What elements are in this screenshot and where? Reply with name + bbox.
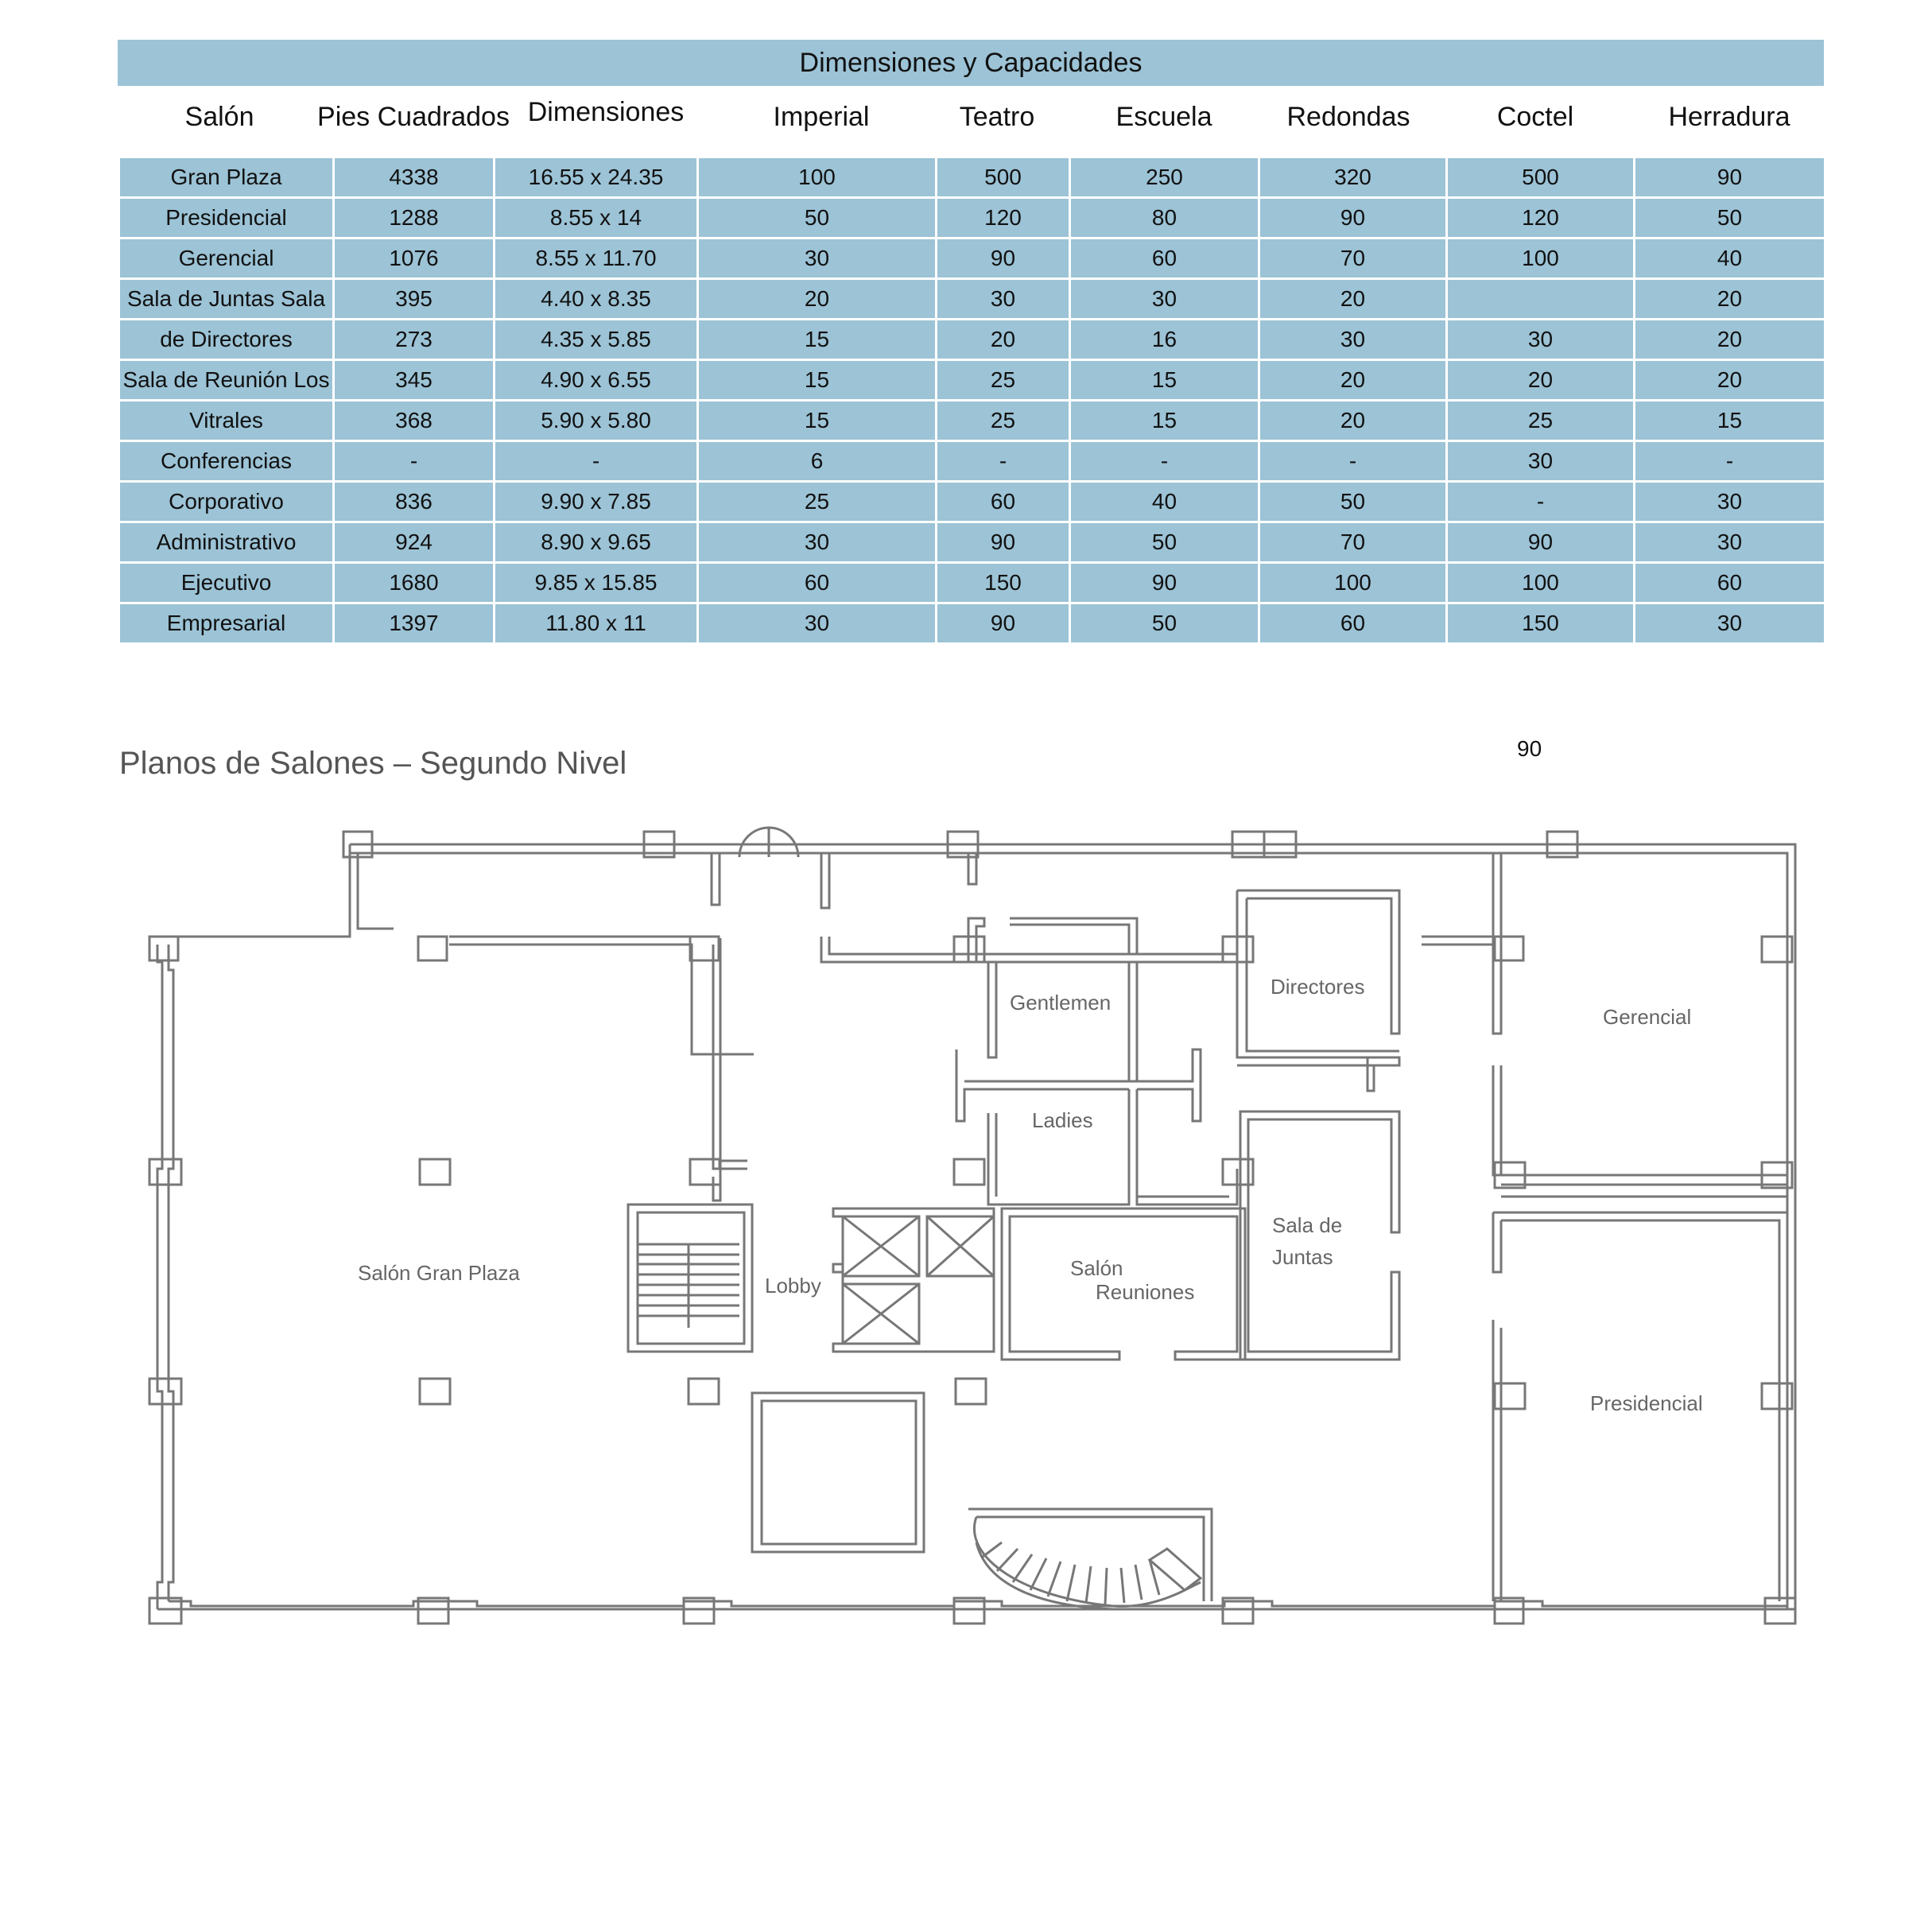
table-cell: 20: [1635, 360, 1825, 401]
table-cell: 8.55 x 14: [495, 198, 698, 239]
table-cell: Administrativo: [119, 522, 334, 563]
table-cell: Gerencial: [119, 239, 334, 279]
table-cell: 25: [1447, 401, 1635, 441]
plan-title: Planos de Salones – Segundo Nivel: [119, 746, 627, 781]
table-cell: 20: [1635, 320, 1825, 360]
table-cell: 345: [334, 360, 495, 401]
table-cell: 50: [1070, 522, 1259, 563]
table-cell: 20: [1259, 401, 1447, 441]
table-cell: 90: [937, 239, 1070, 279]
table-cell: 15: [698, 360, 937, 401]
table-cell: 4338: [334, 157, 495, 198]
table-cell: 60: [937, 482, 1070, 522]
table-cell: 30: [1635, 482, 1825, 522]
table-cell: Ejecutivo: [119, 563, 334, 603]
table-cell: 150: [1447, 603, 1635, 644]
table-cell: 320: [1259, 157, 1447, 198]
table-cell: 1076: [334, 239, 495, 279]
table-cell: 30: [698, 603, 937, 644]
table-cell: 100: [698, 157, 937, 198]
table-cell: 90: [1070, 563, 1259, 603]
room-label-ladies: Ladies: [1032, 1108, 1093, 1132]
table-cell: 30: [1447, 320, 1635, 360]
table-cell: 50: [698, 198, 937, 239]
table-cell: 25: [937, 360, 1070, 401]
table-cell: 15: [698, 320, 937, 360]
table-cell: 4.90 x 6.55: [495, 360, 698, 401]
table-cell: 20: [698, 279, 937, 320]
table-cell: 15: [698, 401, 937, 441]
table-cell: -: [1259, 441, 1447, 482]
table-cell: 120: [937, 198, 1070, 239]
table-cell: 30: [698, 522, 937, 563]
table-cell: 11.80 x 11: [495, 603, 698, 644]
header-coctel: Coctel: [1496, 102, 1574, 132]
table-cell: 15: [1635, 401, 1825, 441]
room-label-directores: Directores: [1271, 975, 1365, 999]
header-salon: Salón: [184, 102, 254, 132]
table-cell: 30: [698, 239, 937, 279]
table-cell: 150: [937, 563, 1070, 603]
plan-walls: [149, 828, 1795, 1624]
header-pies: Pies Cuadrados: [317, 102, 510, 132]
table-cell: 500: [937, 157, 1070, 198]
header-redondas: Redondas: [1286, 102, 1410, 132]
table-cell: 20: [1259, 279, 1447, 320]
table-cell: de Directores: [119, 320, 334, 360]
table-cell: Vitrales: [119, 401, 334, 441]
table-cell: Sala de Reunión Los: [119, 360, 334, 401]
table-cell: 120: [1447, 198, 1635, 239]
table-cell: 8.90 x 9.65: [495, 522, 698, 563]
table-cell: -: [1070, 441, 1259, 482]
header-escuela: Escuela: [1115, 102, 1212, 132]
table-cell: 9.90 x 7.85: [495, 482, 698, 522]
table-cell: 30: [1635, 603, 1825, 644]
room-label-gerencial: Gerencial: [1603, 1005, 1692, 1029]
table-cell: 100: [1259, 563, 1447, 603]
table-cell: 50: [1635, 198, 1825, 239]
table-cell: Gran Plaza: [119, 157, 334, 198]
table-cell: 90: [1447, 522, 1635, 563]
room-label-salon: Salón: [1070, 1256, 1123, 1280]
table-cell: 40: [1635, 239, 1825, 279]
stray-value: 90: [1517, 736, 1542, 761]
table-cell: 4.40 x 8.35: [495, 279, 698, 320]
table-cell: 70: [1259, 239, 1447, 279]
table-cell: 6: [698, 441, 937, 482]
header-imperial: Imperial: [773, 102, 870, 132]
table-cell: 90: [937, 603, 1070, 644]
table-cell: 90: [937, 522, 1070, 563]
table-cell: 5.90 x 5.80: [495, 401, 698, 441]
table-cell: Conferencias: [119, 441, 334, 482]
table-cell: 20: [1259, 360, 1447, 401]
table-cell: -: [334, 441, 495, 482]
table-cell: 50: [1070, 603, 1259, 644]
table-cell: 250: [1070, 157, 1259, 198]
table-cell: -: [1447, 482, 1635, 522]
table-cell: 368: [334, 401, 495, 441]
table-cell: 20: [937, 320, 1070, 360]
table-cell: 70: [1259, 522, 1447, 563]
table-cell: 500: [1447, 157, 1635, 198]
table-cell: 836: [334, 482, 495, 522]
table-cell: -: [495, 441, 698, 482]
table-cell: 60: [1070, 239, 1259, 279]
table-cell: 1397: [334, 603, 495, 644]
table-cell: 16.55 x 24.35: [495, 157, 698, 198]
table-cell: -: [1635, 441, 1825, 482]
table-cell: 924: [334, 522, 495, 563]
table-cell: 15: [1070, 401, 1259, 441]
room-label-reuniones: Reuniones: [1096, 1280, 1195, 1304]
table-cell: 395: [334, 279, 495, 320]
room-label-sala-de: Sala de: [1272, 1213, 1343, 1237]
room-label-juntas: Juntas: [1272, 1245, 1333, 1269]
header-dimensiones: Dimensiones: [527, 97, 685, 127]
table-cell: 15: [1070, 360, 1259, 401]
table-cell: 60: [1259, 603, 1447, 644]
table-cell: 40: [1070, 482, 1259, 522]
table-cell: 50: [1259, 482, 1447, 522]
table-cell: 30: [937, 279, 1070, 320]
room-label-gentlemen: Gentlemen: [1010, 991, 1111, 1014]
table-cell: -: [937, 441, 1070, 482]
table-cell: 30: [1259, 320, 1447, 360]
table-cell: 20: [1635, 279, 1825, 320]
table-cell: 30: [1635, 522, 1825, 563]
table-cell: 100: [1447, 239, 1635, 279]
table-cell: 273: [334, 320, 495, 360]
table-cell: Empresarial: [119, 603, 334, 644]
room-label-presidencial: Presidencial: [1590, 1391, 1703, 1415]
room-label-lobby: Lobby: [765, 1274, 821, 1298]
table-cell: 30: [1070, 279, 1259, 320]
table-cell: 90: [1259, 198, 1447, 239]
table-cell: 9.85 x 15.85: [495, 563, 698, 603]
table-cell: 25: [937, 401, 1070, 441]
table-cell: 1288: [334, 198, 495, 239]
table-cell: 16: [1070, 320, 1259, 360]
table-cell: Corporativo: [119, 482, 334, 522]
header-herradura: Herradura: [1668, 102, 1790, 132]
table-cell: 30: [1447, 441, 1635, 482]
header-teatro: Teatro: [959, 102, 1035, 132]
table-cell: 100: [1447, 563, 1635, 603]
room-label-salon-gran-plaza: Salón Gran Plaza: [358, 1261, 520, 1285]
table-title: Dimensiones y Capacidades: [118, 40, 1824, 86]
table-cell: 20: [1447, 360, 1635, 401]
table-cell: 60: [1635, 563, 1825, 603]
table-cell: 60: [698, 563, 937, 603]
table-cell: 80: [1070, 198, 1259, 239]
table-cell: 25: [698, 482, 937, 522]
table-cell: 1680: [334, 563, 495, 603]
table-cell: 8.55 x 11.70: [495, 239, 698, 279]
table-cell: 4.35 x 5.85: [495, 320, 698, 360]
table-cell: Presidencial: [119, 198, 334, 239]
table-cell: Sala de Juntas Sala: [119, 279, 334, 320]
table-cell: 90: [1635, 157, 1825, 198]
